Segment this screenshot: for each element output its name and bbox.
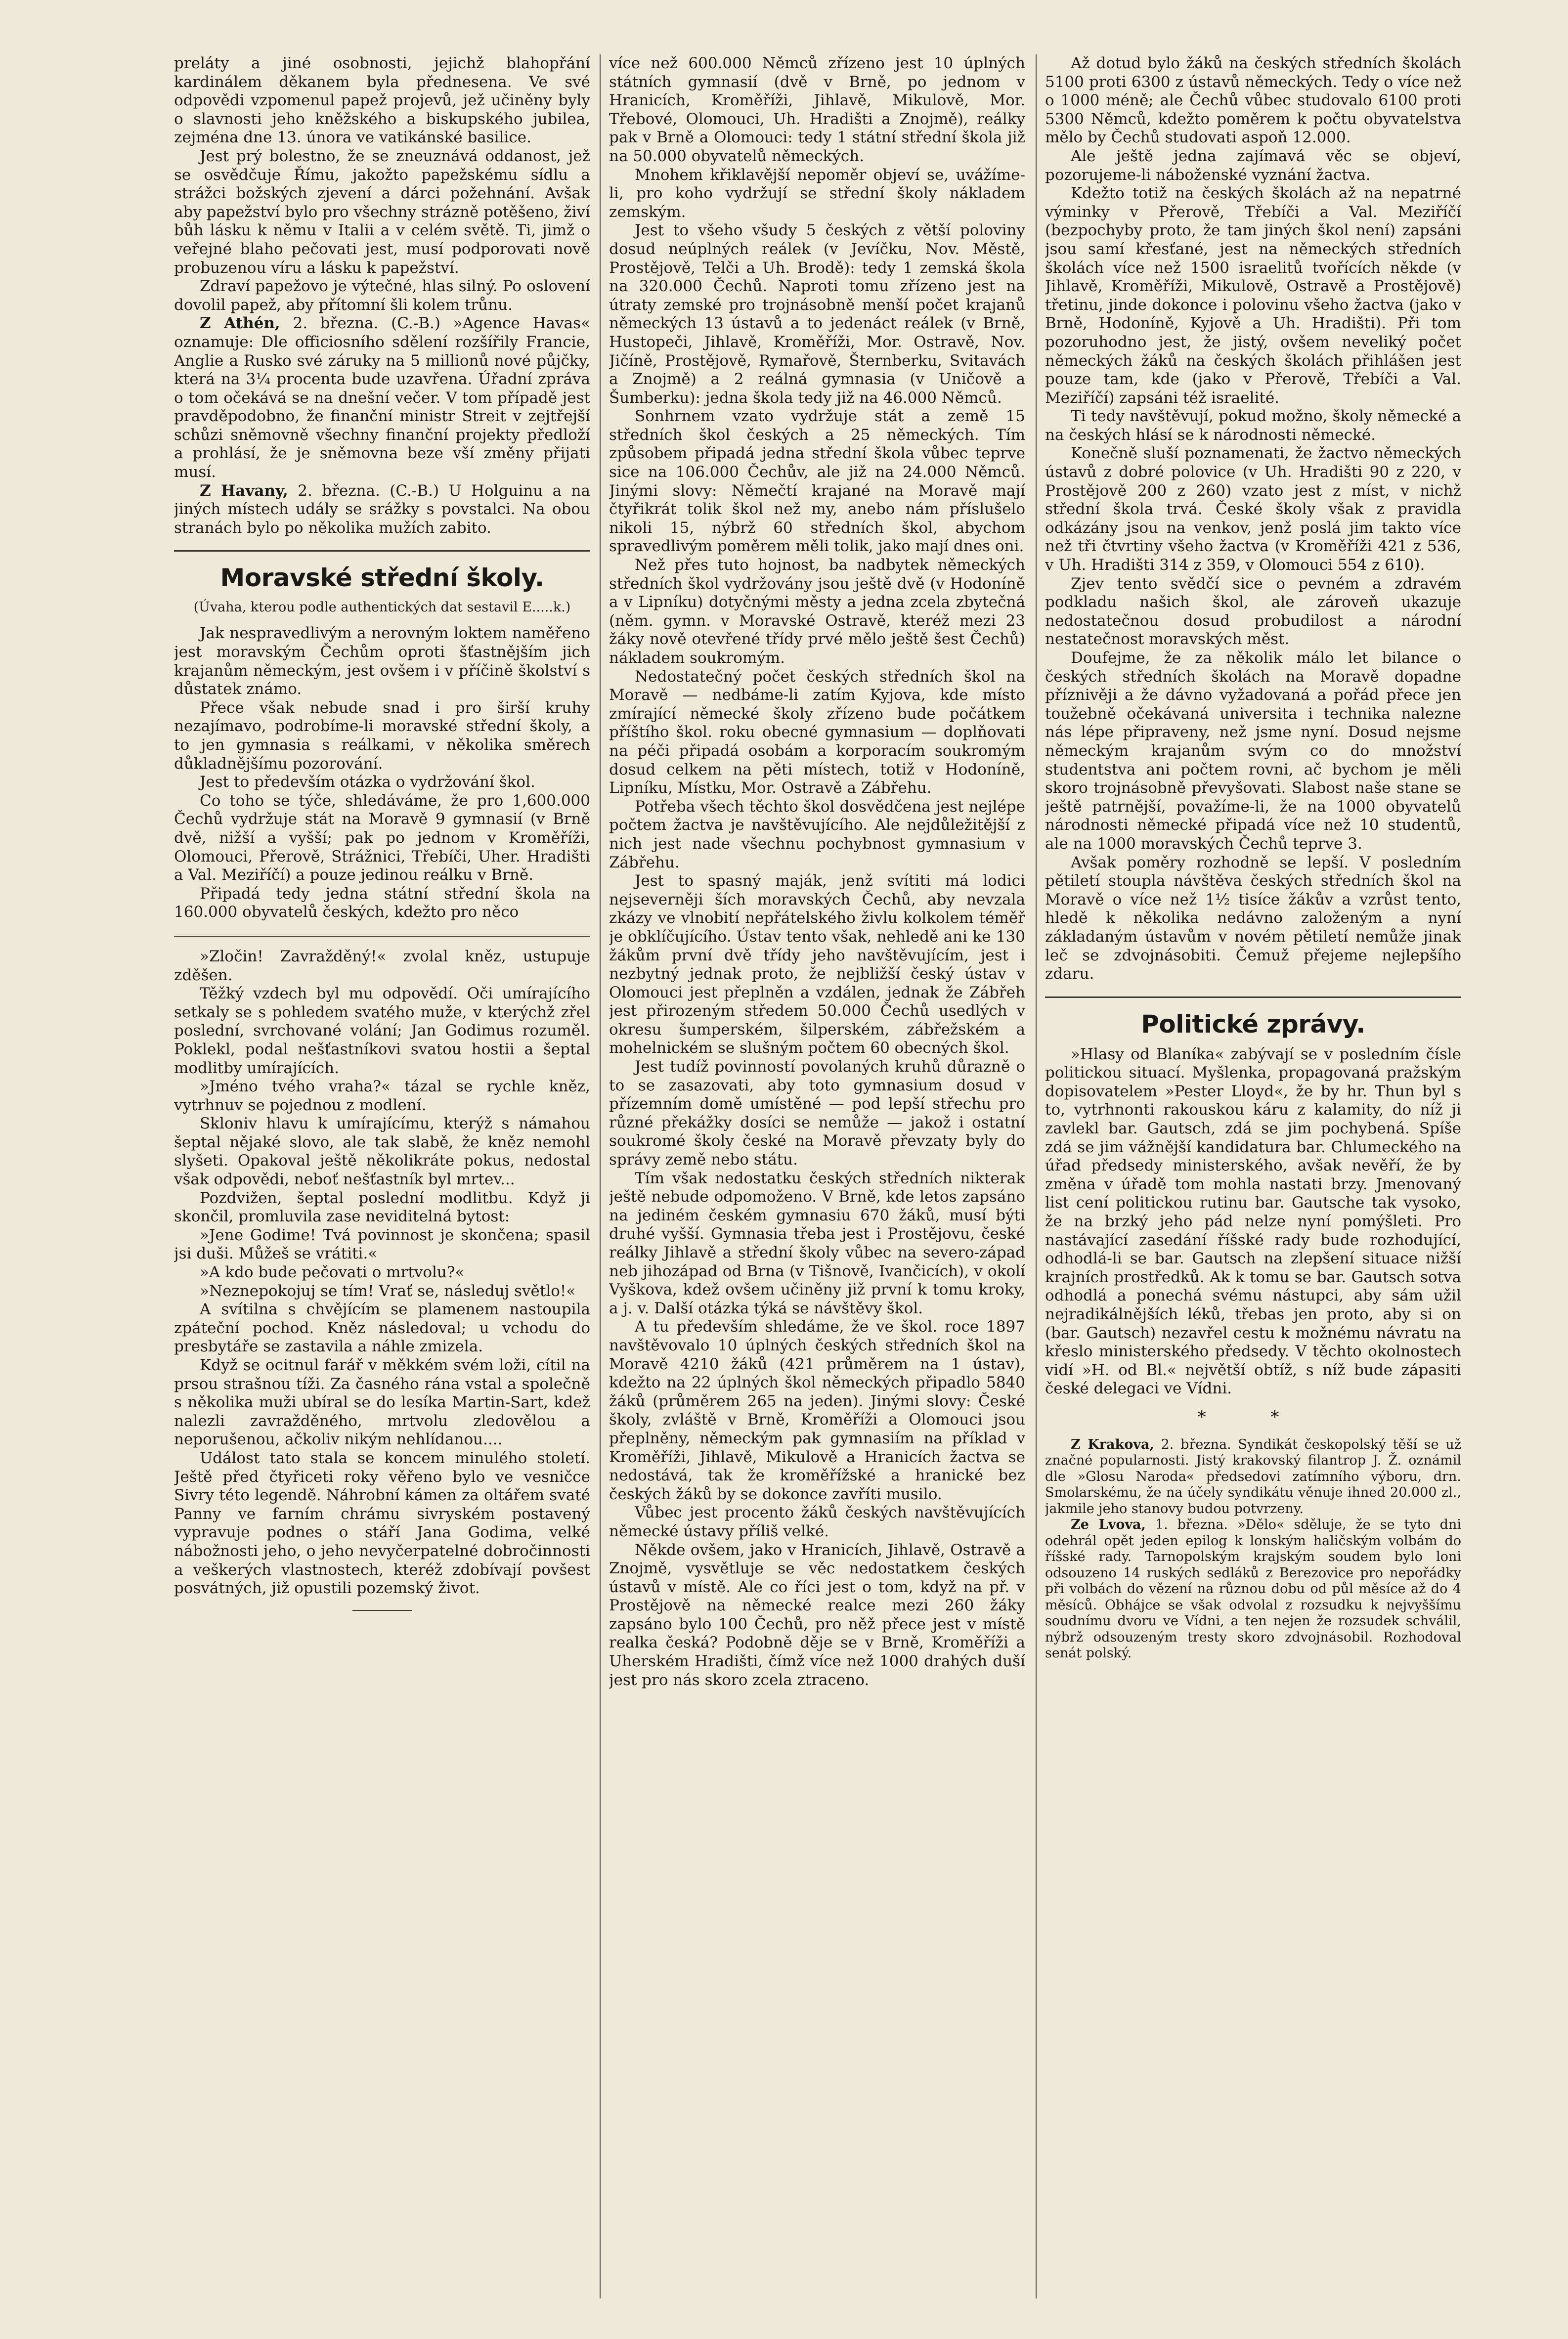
- news-text: 2. března. (C.-B.) U Holguinu a na jiných místech udály se srážky s povstalci. Na obou stranách bylo po několika mužích zabito.: [174, 481, 590, 537]
- paragraph: A tu především shledáme, že ve škol. roce 1897 navštěvovalo 10 úplných českých středních škol na Moravě 4210 žáků (421 průměrem na 1 ústav), kdežto na 22 úplných škol německých připadlo 5840 žáků (průměrem 265 na jeden). Jinými slovy: České školy, zvláště v Brně, Kroměříži a Olomouci jsou přeplněny, německým pak gymnasiím na příklad v Kroměříži, Jihlavě, Mikulově a Hranicích žactva se nedostává, tak že kroměřížské a hranické bez českých žáků by se dokonce zavříti musilo.: [609, 1318, 1025, 1503]
- news-item-athens: [174, 314, 590, 481]
- dateline-athens: Z Athén,: [200, 314, 280, 333]
- column-left: [174, 54, 590, 2298]
- dateline-lviv: Ze Lvova,: [1071, 1517, 1146, 1533]
- paragraph: Jest prý bolestno, že se zneuznává oddanost, jež se osvědčuje Římu, jakožto papežskému sídlu a strážci božských zjevení a dárci požehnání. Avšak aby papežství bylo pro všechny strázně potěšeno, živí bůh lásku k němu v Italii a v celém světě. Ti, jimž o veřejné blaho pečovati jest, musí podporovati nově probuzenou víru a lásku k papežství.: [174, 147, 590, 277]
- paragraph: Ale ještě jedna zajímavá věc se objeví, pozorujeme-li náboženské vyznání žactva.: [1045, 147, 1461, 184]
- paragraph: Vůbec jest procento žáků českých navštěvujících německé ústavy příliš velké.: [609, 1504, 1025, 1540]
- paragraph: Ti tedy navštěvují, pokud možno, školy německé a na českých hlásí se k národnosti německé.: [1045, 407, 1461, 444]
- paragraph: Jak nespravedlivým a nerovným loktem naměřeno jest moravským Čechům oproti šťastnějším jich krajanům německým, jest ovšem i v příčině školství s důstatek známo.: [174, 624, 590, 698]
- column-middle: [609, 54, 1025, 2298]
- paragraph: Tím však nedostatku českých středních nikterak ještě nebude odpomoženo. V Brně, kde letos zapsáno na jediném českém gymnasiu 670 žáků, musí býti druhé vyšší. Gymnasia třeba jest i Prostějovu, české reálky Jihlavě a střední školy vůbec na severo-západ neb jihozápad od Brna (v Tišnově, Ivančicích), v okolí Vyškova, kdež ovšem učiněny již první k tomu kroky, a j. v. Další otázka týká se návštěvy škol.: [609, 1169, 1025, 1317]
- section-heading: Politické zprávy.: [1141, 1009, 1365, 1039]
- end-rule: [352, 1610, 412, 1611]
- paragraph: Jest to všeho všudy 5 českých z větší poloviny dosud neúplných reálek (v Jevíčku, Nov. Městě, Prostějově, Telči a Uh. Brodě): tedy 1 zemská škola na 320.000 Čechů. Naproti tomu zřízeno jest na útraty zemské pro trojnásobně menší počet krajanů německých 13 ústavů a to jedenáct reálek (v Brně, Hustopeči, Jihlavě, Kroměříži, Mor. Ostravě, Nov. Jičíně, Prostějově, Rymařově, Šternberku, Svitavách a Znojmě) a 2 reálná gymnasia (v Uničově a Šumberku): jedna škola tedy již na 46.000 Němců.: [609, 221, 1025, 407]
- column-rule: [600, 54, 601, 2298]
- feuilleton-paragraph: Pozdvižen, šeptal poslední modlitbu. Když ji skončil, promluvila zase neviditelná bytost:: [174, 1189, 590, 1226]
- paragraph: Potřeba všech těchto škol dosvědčena jest nejlépe počtem žactva je navštěvujícího. Ale nejdůležitější z nich jest nade všechnu pochybnost gymnasium v Zábřehu.: [609, 797, 1025, 871]
- paragraph: »Hlasy od Blaníka« zabývají se v posledním čísle politickou situací. Myšlenka, propagovaná pražským dopisovatelem »Pester Lloyd«, že by hr. Thun byl s to, vytrhnonti rakouskou káru z kalamity, do níž ji zavlekl bar. Gautsch, zdá se jim pochybená. Spíše zdá se jim vážnější kandidatura bar. Chlumeckého na úřad předsedy ministerského, avšak nevěří, že by změna v úřadě tom mohla nastati brzy. Jmenovaný list cení politickou rutinu bar. Gautsche tak vysoko, že na brzký jeho pád nelze nyní pomýšleti. Pro nastávající zasedání říšské rady bude rozhodující, odhodlá-li se bar. Gautsch na zlepšení situace nižší krajních prostředků. Ak k tomu se bar. Gautsch sotva odhodlá a ponechá svému nástupci, aby sám užil nejradikálnějších léků, třebas jen proto, aby si on (bar. Gautsch) nezavřel cestu k možnému návratu na křeslo ministerského předsedy. V těchto okolnostech vidí »H. od Bl.« největší obtíž, s níž bude zápasiti české delegaci ve Vídni.: [1045, 1045, 1461, 1398]
- paragraph: Sonhrnem vzato vydržuje stát a země 15 středních škol českých a 25 německých. Tím způsobem připadá jedna střední škola vůbec teprve sice na 106.000 Čechův, ale již na 24.000 Němců. Jinými slovy: Němečtí krajané na Moravě mají čtyřikrát tolik škol než my, anebo nám příslušelo nikoli 15, nýbrž 60 středních škol, abychom spravedlivým poměrem měli tolik, jako mají dnes oni.: [609, 407, 1025, 556]
- news-item-lviv: [1045, 1517, 1461, 1662]
- asterisk-divider: * *: [1197, 1407, 1309, 1427]
- paragraph: Konečně sluší poznamenati, že žactvo německých ústavů z dobré polovice (v Uh. Hradišti 90 z 220, v Prostějově 200 z 260) vzato jest z míst, v nichž střední škola trvá. České školy však z pravidla odkázány jsou na venkov, jenž poslá jim takto více než tři čtvrtiny všeho žactva (v Kroměříži 421 z 536, v Uh. Hradišti 314 z 359, v Olomouci 554 z 610).: [1045, 444, 1461, 574]
- paragraph: Přece však nebude snad i pro širší kruhy nezajímavo, podrobíme-li moravské střední školy, a to jen gymnasia s reálkami, v několika směrech důkladnějšímu pozorování.: [174, 698, 590, 773]
- paragraph: Až dotud bylo žáků na českých středních školách 5100 proti 6300 z ústavů německých. Tedy o více než o 1000 méně; ale Čechů vůbec studovalo 6100 proti 5300 Němců, kdežto poměrem k počtu obyvatelstva mělo by Čechů studovati aspoň 12.000.: [1045, 54, 1461, 147]
- paragraph: Zdraví papežovo je výtečné, hlas silný. Po oslovení dovolil papež, aby přítomní šli kolem trůnu.: [174, 277, 590, 314]
- article-heading: Moravské střední školy.: [220, 563, 544, 593]
- paragraph: Zjev tento svědčí sice o pevném a zdravém podkladu našich škol, ale zároveň ukazuje nedostatečnou dosud probudilost a národní nestatečnost moravských měst.: [1045, 574, 1461, 649]
- paragraph: Nedostatečný počet českých středních škol na Moravě — nedbáme-li zatím Kyjova, kde místo zmírající německé školy zřízeno bude počátkem příštího škol. roku obecné gymnasium — doplňovati na péči připadá osobám a korporacím soukromým dosud celkem na pěti místech, totiž v Hodoníně, Lipníku, Místku, Mor. Ostravě a Zábřehu.: [609, 667, 1025, 797]
- news-item-havana: [174, 482, 590, 538]
- column-rule: [1036, 54, 1037, 2298]
- paragraph: preláty a jiné osobnosti, jejichž blahopřání kardinálem děkanem byla přednesena. Ve své odpovědi vzpomenul papež projevů, jež učiněny byly o slavnosti jeho kněžského a biskupského jubilea, zejména dne 13. února ve vatikánské basilice.: [174, 54, 590, 147]
- news-text: 1. března. »Dělo« sděluje, že se tyto dni odehrál opět jeden epilog k lonským haličským volbám do říšské rady. Tarnopolským krajským soudem bylo loni odsouzeno 14 ruských sedláků z Berezovice pro nepořádky při volbách do vězení na různou dobu od půl měsíce až do 4 měsíců. Obhájce se však odvolal z rozsudku k nejvyššímu soudnímu dvoru ve Vídni, a ten nejen že rozsudek schválil, nýbrž odsouzeným tresty skoro zdvojnásobil. Rozhodoval senát polský.: [1045, 1517, 1461, 1661]
- column-right: [1045, 54, 1461, 2298]
- feuilleton-paragraph: Skloniv hlavu k umírajícímu, kterýž s námahou šeptal nějaké slovo, ale tak slabě, že kněz nemohl slyšeti. Opakoval ještě několikráte pokus, nedostal však odpovědi, neboť nešťastník byl mrtev...: [174, 1115, 590, 1189]
- paragraph: Avšak poměry rozhodně se lepší. V posledním pětiletí stoupla návštěva českých středních škol na Moravě o více než 1½ tisíce žákův a vzrůst tento, hledě k několika nedávno založeným a nyní základaným ústavům v novém pětiletí nemůže jinak leč se zdvojnásobiti. Čemuž přejeme nejlepšího zdaru.: [1045, 853, 1461, 983]
- paragraph: Jest to spasný maják, jenž svítiti má lodici nejseverněji ších moravských Čechů, aby nevzala zkázy ve vlnobití nepřátelského živlu kolkolem téměř je obklíčujícího. Ústav tento však, nehledě ani ke 130 žákům první dvě třídy jeho navštěvujícím, jest i nezbytný jednak proto, že nejbližší český ústav v Olomouci jest přeplněn a vzdálen, jednak že Zábřeh jest přirozeným středem 50.000 Čechů usedlých v okresu šumperském, šilperském, zábřežském a mohelnickém se slušným počtem 60 obecných škol.: [609, 872, 1025, 1057]
- short-news: [1045, 1437, 1461, 1662]
- paragraph: Doufejme, že za několik málo let bilance o českých středních školách na Moravě dopadne příznivěji a že dávno vyžadovaná a pořád přece jen toužebně očekávaná universita i technika nalezne nás lépe připraveny, než jsme nyní. Dosud nejsme německým krajanům svým co do množství studentstva ani počtem rovni, ač bychom je měli skoro trojnásobně převyšovati. Slabost naše stane se ještě patrnější, považíme-li, že na 1000 obyvatelů národnosti německé připadá více než 10 studentů, ale na 1000 moravských Čechů teprve 3.: [1045, 649, 1461, 853]
- feuilleton-paragraph: Těžký vzdech byl mu odpovědí. Oči umírajícího setkaly se s pohledem svatého muže, v kterýchž zřel poslední, svrchované volání; Jan Godimus rozuměl. Poklekl, podal nešťastníkovi svatou hostii a šeptal modlitby umírajících.: [174, 985, 590, 1077]
- paragraph: Jest to především otázka o vydržování škol.: [200, 773, 535, 791]
- feuilleton-paragraph: »A kdo bude pečovati o mrtvolu?«: [200, 1263, 465, 1282]
- news-text: 2. března. Syndikát českopolský těší se už značné popularnosti. Jistý krakovský filantrop J. Ž. oznámil dle »Glosu Naroda« předsedovi zatímního výboru, drn. Smolarskému, že na účely syndikátu věnuje ihned 20.000 zl., jakmile jeho stanovy budou potvrzeny.: [1045, 1436, 1461, 1516]
- paragraph: Připadá tedy jedna státní střední škola na 160.000 obyvatelů českých, kdežto pro něco: [174, 884, 590, 921]
- feuilleton-paragraph: »Jméno tvého vraha?« tázal se rychle kněz, vytrhnuv se pojednou z modlení.: [174, 1078, 590, 1114]
- paragraph: Mnohem křiklavější nepoměr objeví se, uvážíme-li, pro koho vydržují se střední školy nákladem zemským.: [609, 166, 1025, 221]
- paragraph: Někde ovšem, jako v Hranicích, Jihlavě, Ostravě a Znojmě, vysvětluje se věc nedostatkem českých ústavů v místě. Ale co říci jest o tom, když na př. v Prostějově na německé realce mezi 260 žáky zapsáno bylo 100 Čechů, pro něž přece jest v místě realka česká? Podobně děje se v Brně, Kroměříži a Uherském Hradišti, čímž více než 1000 drahých duší jest pro nás skoro zcela ztraceno.: [609, 1541, 1025, 1689]
- feuilleton-paragraph: A svítilna s chvějícím se plamenem nastoupila zpáteční pochod. Kněz následoval; u vchodu do presbytáře se zastavila a náhle zmizela.: [174, 1300, 590, 1356]
- feuilleton-paragraph: »Zločin! Zavražděný!« zvolal kněz, ustupuje zděšen.: [174, 947, 590, 984]
- paragraph: Než přes tuto hojnost, ba nadbytek německých středních škol vydržovány jsou ještě dvě (v Hodoníně a v Lipníku) dotyčnými městy a jedna zcela zbytečná (něm. gymn. v Moravské Ostravě, kteréž mezi 23 žáky nově otevřené třídy prvé mělo ještě šest Čechů) nákladem soukromým.: [609, 556, 1025, 667]
- news-text: 2. března. (C.-B.) »Agence Havas« oznamuje: Dle officiosního sdělení rozšířily Francie, Anglie a Rusko své záruky na 5 millionů nové půjčky, která na 3¼ procenta bude uzavřena. Úřadní zpráva o tom očekává se na dnešní večer. V tom případě jest pravděpodobno, že finanční ministr Streit v zejtřejší schůzi sněmovně všechny finanční projekty předloží a prohlásí, že je sněmovna beze vší změny přijati musí.: [174, 314, 590, 481]
- dateline-havana: Z Havany,: [200, 481, 288, 500]
- news-item-krakow: [1045, 1437, 1461, 1517]
- feuilleton-divider: [174, 935, 590, 937]
- paragraph: Co toho se týče, shledáváme, že pro 1,600.000 Čechů vydržuje stát na Moravě 9 gymnasií (v Brně dvě, nižší a vyšší; pak po jednom v Kroměříži, Olomouci, Přerově, Strážnici, Třebíči, Uher. Hradišti a Val. Meziříčí) a pouze jedinou reálku v Brně.: [174, 791, 590, 884]
- section-divider: [1045, 996, 1461, 998]
- article-subheading: (Úvaha, kterou podle authentických dat sestavil E.....k.): [193, 600, 571, 615]
- dateline-krakow: Z Krakova,: [1071, 1436, 1154, 1452]
- paragraph: Kdežto totiž na českých školách až na nepatrné výminky v Přerově, Třebíči a Val. Meziříčí (bezpochyby proto, že tam jiných škol není) zapsáni jsou samí křesťané, jest na německých středních školách více než 1500 israelitů tvořících někde (v Jihlavě, Kroměříži, Mikulově, Ostravě a Prostějově) třetinu, jinde dokonce i polovinu všeho žactva (jako v Brně, Hodoníně, Kyjově a Uh. Hradišti). Při tom pozoruhodno jest, že jistý, ovšem neveliký počet německých žáků na českých školách přihlášen jest pouze tam, kde (jako v Přerově, Třebíči a Val. Meziříčí) zapsáni též israelité.: [1045, 184, 1461, 407]
- feuilleton-paragraph: »Neznepokojuj se tím! Vrať se, následuj světlo!«: [200, 1282, 576, 1300]
- feuilleton-paragraph: Událost tato stala se koncem minulého století. Ještě před čtyřiceti roky věřeno bylo ve vesničce Sivry této legendě. Náhrobní kámen za oltářem svaté Panny ve farním chrámu sivryském postavený vypravuje podnes o stáří Jana Godima, velké nábožnosti jeho, o jeho nevyčerpatelné dobročinnosti a veškerých vlastnostech, kteréž zdobívají povšest posvátných, již opustili pozemský život.: [174, 1449, 590, 1598]
- feuilleton-paragraph: Když se ocitnul farář v měkkém svém loži, cítil na prsou strašnou tíži. Za časného rána vstal a společně s několika muži ubíral se do lesíka Martin-Sart, kdež nalezli zavražděného, mrtvolu zledovělou a neporušenou, ačkoliv nikým nehlídanou....: [174, 1356, 590, 1449]
- feuilleton-paragraph: »Jene Godime! Tvá povinnost je skončena; spasil jsi duši. Můžeš se vrátiti.«: [174, 1226, 590, 1263]
- paragraph: Jest tudíž povinností povolaných kruhů důrazně o to se zasazovati, aby toto gymnasium dosud v přízemním domě umístěné — pod lepší střechu pro různé překážky dosíci se nemůže — jakož i ostatní soukromé školy české na Moravě převzaty byly do správy země nebo státu.: [609, 1058, 1025, 1169]
- paragraph: více než 600.000 Němců zřízeno jest 10 úplných státních gymnasií (dvě v Brně, po jednom v Hranicích, Kroměříži, Jihlavě, Mikulově, Mor. Třebové, Olomouci, Uh. Hradišti a Znojmě), reálky pak v Brně a Olomouci: tedy 1 státní střední škola již na 50.000 obyvatelů německých.: [609, 54, 1025, 165]
- section-divider: [174, 550, 590, 552]
